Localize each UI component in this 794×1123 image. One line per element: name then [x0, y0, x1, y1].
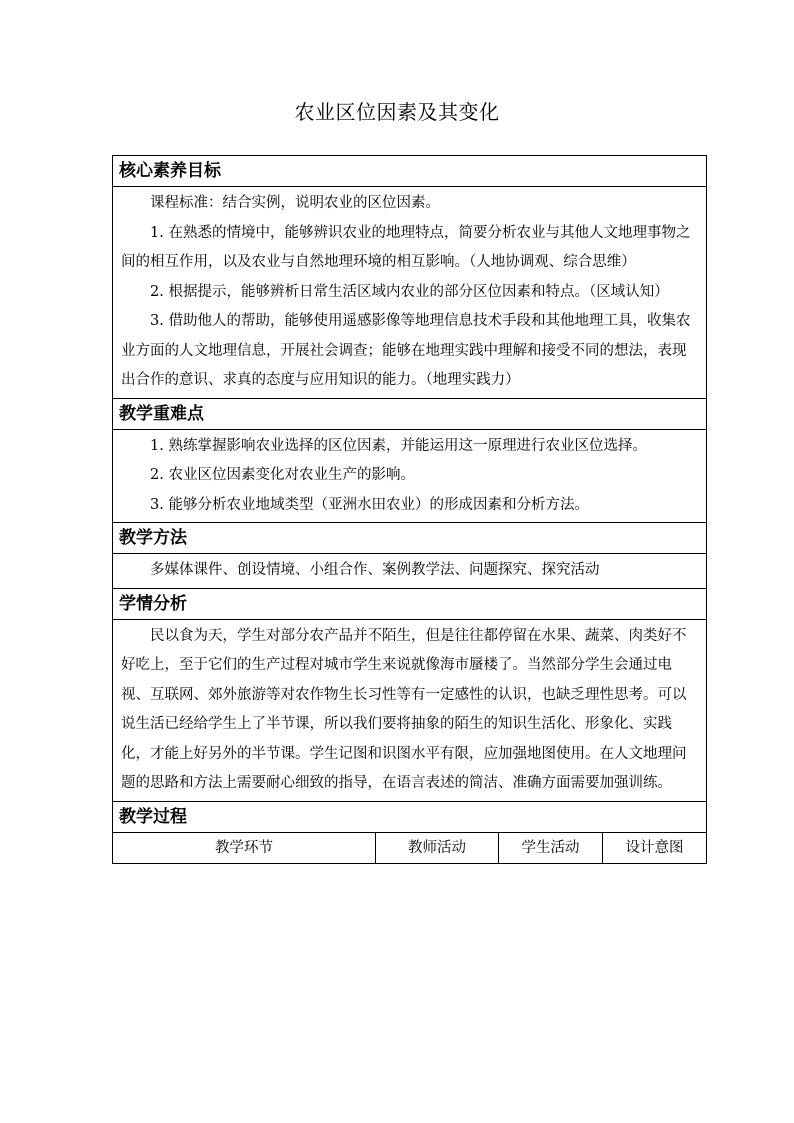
analysis-body [113, 619, 707, 801]
keypoints-body [113, 429, 707, 523]
core-paragraph-3: 3. 借助他人的帮助，能够使用遥感影像等地理信息技术手段和其他地理工具，收集农业方面的人文地理信息，开展社会调查；能够在地理实践中理解和接受不同的想法，表现出合作的意识、求真的态度与应用知识的能力。（地理实践力） [121, 313, 691, 388]
core-body [113, 187, 707, 399]
document-title: 农业区位因素及其变化 [294, 100, 500, 124]
methods-heading: 教学方法 [113, 523, 707, 554]
keypoints-body-row [113, 429, 707, 523]
keypoints-heading: 教学重难点 [113, 398, 707, 429]
lesson-plan-table [112, 155, 707, 864]
process-heading: 教学过程 [113, 801, 707, 832]
core-paragraph-2: 2. 根据提示，能够辨析日常生活区域内农业的部分区位因素和特点。（区域认知） [150, 283, 669, 300]
core-body-row [113, 187, 707, 399]
process-columns-row [113, 832, 707, 863]
core-heading-row [113, 156, 707, 187]
column-header-intent: 设计意图 [603, 832, 707, 863]
column-header-teacher: 教师活动 [376, 832, 499, 863]
column-header-stage: 教学环节 [113, 832, 376, 863]
methods-body-row [113, 554, 707, 589]
keypoints-paragraph-0: 1. 熟练掌握影响农业选择的区位因素，并能运用这一原理进行农业区位选择。 [150, 437, 647, 454]
keypoints-paragraph-1: 2. 农业区位因素变化对农业生产的影响。 [150, 467, 415, 483]
core-paragraph-1: 1. 在熟悉的情境中，能够辨识农业的地理特点，简要分析农业与其他人文地理事物之间的相互作用，以及农业与自然地理环境的相互影响。（人地协调观、综合思维） [121, 224, 691, 270]
keypoints-paragraph-2: 3. 能够分析农业地域类型（亚洲水田农业）的形成因素和分析方法。 [150, 496, 589, 513]
analysis-body-row [113, 619, 707, 801]
core-heading: 核心素养目标 [113, 156, 707, 187]
analysis-heading: 学情分析 [113, 588, 707, 619]
core-paragraph-0: 课程标准：结合实例，说明农业的区位因素。 [150, 195, 440, 211]
keypoints-heading-row [113, 398, 707, 429]
analysis-paragraph-0: 民以食为天，学生对部分农产品并不陌生，但是往往都停留在水果、蔬菜、肉类好不好吃上，至于它们的生产过程对城市学生来说就像海市蜃楼了。当然部分学生会通过电视、互联网、郊外旅游等对农作物生长习性等有一定感性的认识，也缺乏理性思考。可以说生活已经给学生上了半节课，所以我们要将抽象的陌生的知识生活化、形象化、实践化，才能上好另外的半节课。学生记图和识图水平有限，应加强地图使用。在人文地理问题的思路和方法上需要耐心细致的指导，在语言表述的简洁、准确方面需要加强训练。 [121, 627, 687, 791]
analysis-heading-row [113, 588, 707, 619]
methods-body [113, 554, 707, 589]
methods-paragraph-0: 多媒体课件、创设情境、小组合作、案例教学法、问题探究、探究活动 [150, 562, 600, 578]
methods-heading-row [113, 523, 707, 554]
column-header-student: 学生活动 [499, 832, 603, 863]
process-heading-row [113, 801, 707, 832]
